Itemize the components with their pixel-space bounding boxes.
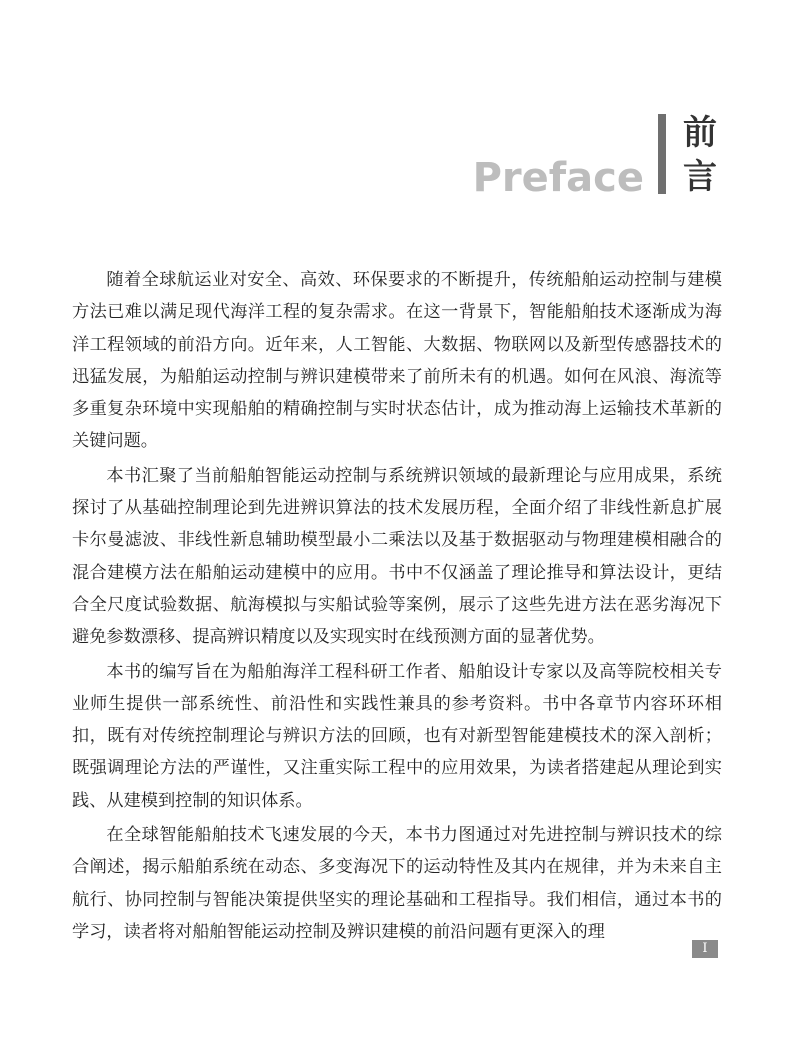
preface-title-en: Preface (472, 155, 644, 201)
paragraph: 本书汇聚了当前船舶智能运动控制与系统辨识领域的最新理论与应用成果，系统探讨了从基础控制理论到先进辨识算法的技术发展历程，全面介绍了非线性新息扩展卡尔曼滤波、非线性新息辅助模型最小二乘法以及基于数据驱动与物理建模相融合的混合建模方法在船舶运动建模中的应用。书中不仅涵盖了理论推导和算法设计，更结合全尺度试验数据、航海模拟与实船试验等案例，展示了这些先进方法在恶劣海况下避免参数漂移、提高辨识精度以及实现实时在线预测方面的显著优势。 (72, 465, 722, 648)
preface-title-cn (680, 111, 720, 199)
page-number: I (692, 940, 718, 958)
preface-title-cn-char-1: 前 (683, 113, 717, 153)
preface-body (72, 264, 722, 950)
paragraph: 在全球智能船舶技术飞速发展的今天，本书力图通过对先进控制与辨识技术的综合阐述，揭示船舶系统在动态、多变海况下的运动特性及其内在规律，并为未来自主航行、协同控制与智能决策提供坚实的理论基础和工程指导。我们相信，通过本书的学习，读者将对船舶智能运动控制及辨识建模的前沿问题有更深入的理 (72, 825, 722, 942)
header-divider-bar (658, 114, 666, 194)
paragraph: 随着全球航运业对安全、高效、环保要求的不断提升，传统船舶运动控制与建模方法已难以满足现代海洋工程的复杂需求。在这一背景下，智能船舶技术逐渐成为海洋工程领域的前沿方向。近年来，人工智能、大数据、物联网以及新型传感器技术的迅猛发展，为船舶运动控制与辨识建模带来了前所未有的机遇。如何在风浪、海流等多重复杂环境中实现船舶的精确控制与实时状态估计，成为推动海上运输技术革新的关键问题。 (72, 270, 722, 452)
preface-header (0, 0, 790, 240)
preface-title-cn-char-2: 言 (683, 157, 717, 197)
paragraph: 本书的编写旨在为船舶海洋工程科研工作者、船舶设计专家以及高等院校相关专业师生提供一部系统性、前沿性和实践性兼具的参考资料。书中各章节内容环环相扣，既有对传统控制理论与辨识方法的回顾，也有对新型智能建模技术的深入剖析；既强调理论方法的严谨性，又注重实际工程中的应用效果，为读者搭建起从理论到实践、从建模到控制的知识体系。 (72, 661, 722, 811)
